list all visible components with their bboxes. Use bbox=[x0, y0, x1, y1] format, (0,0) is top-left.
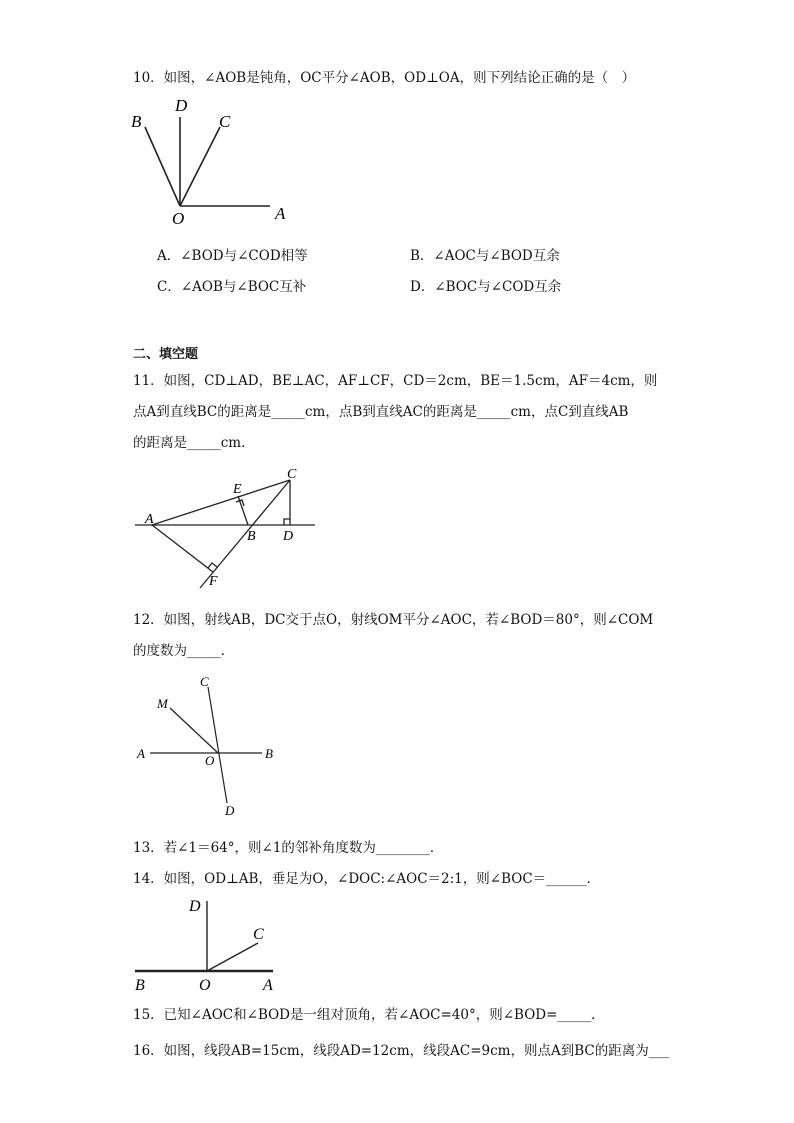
question-10-stem: 10．如图，∠AOB是钝角，OC平分∠AOB，OD⊥OA，则下列结论正确的是（ ） bbox=[133, 70, 636, 86]
label-f: F bbox=[209, 574, 218, 589]
label-c: C bbox=[253, 926, 264, 943]
ray-ob bbox=[145, 127, 180, 206]
label-b: B bbox=[265, 746, 273, 761]
q10-option-d[interactable]: D．∠BOC与∠COD互余 bbox=[410, 279, 562, 295]
label-d: D bbox=[283, 529, 294, 544]
question-16: 16．如图，线段AB=15cm，线段AD=12cm，线段AC=9cm，则点A到BC的距离为___ bbox=[133, 1043, 669, 1059]
q14-figure bbox=[125, 893, 285, 993]
segment-ac bbox=[152, 480, 290, 525]
question-14: 14．如图，OD⊥AB，垂足为O，∠DOC:∠AOC＝2:1，则∠BOC＝______． bbox=[133, 871, 601, 887]
q10-figure bbox=[125, 95, 300, 230]
segment-af bbox=[152, 525, 213, 572]
label-a: A bbox=[137, 746, 145, 761]
label-b: B bbox=[247, 529, 256, 544]
label-o: O bbox=[199, 977, 211, 994]
label-d: D bbox=[189, 898, 201, 915]
label-d: D bbox=[175, 96, 188, 115]
label-o: O bbox=[205, 753, 215, 768]
section-title: 二、填空题 bbox=[133, 347, 199, 362]
question-12-line2: 的度数为_____． bbox=[133, 643, 235, 659]
right-angle-f bbox=[208, 563, 217, 568]
label-e: E bbox=[233, 482, 242, 497]
label-c: C bbox=[287, 467, 297, 482]
line-cd bbox=[208, 687, 227, 803]
label-b: B bbox=[135, 977, 145, 994]
line-cf bbox=[200, 480, 290, 588]
q10-option-b[interactable]: B．∠AOC与∠BOD互余 bbox=[410, 248, 560, 264]
ray-om bbox=[170, 708, 218, 753]
ray-oc bbox=[180, 127, 220, 206]
label-a: A bbox=[263, 977, 273, 994]
q12-figure bbox=[125, 670, 285, 820]
label-o: O bbox=[172, 209, 185, 228]
label-c: C bbox=[200, 674, 209, 689]
label-m: M bbox=[157, 696, 168, 711]
question-15: 15．已知∠AOC和∠BOD是一组对顶角，若∠AOC=40°，则∠BOD=_____． bbox=[133, 1007, 605, 1023]
label-b: B bbox=[131, 112, 142, 131]
q11-figure bbox=[125, 460, 325, 590]
label-a: A bbox=[275, 204, 286, 223]
q10-option-a[interactable]: A．∠BOD与∠COD相等 bbox=[157, 248, 308, 264]
question-13: 13．若∠1＝64°，则∠1的邻补角度数为________． bbox=[133, 840, 444, 856]
label-c: C bbox=[219, 112, 231, 131]
question-12-line1: 12．如图，射线AB，DC交于点O，射线OM平分∠AOC，若∠BOD＝80°，则∠COM bbox=[133, 612, 654, 628]
question-11-line1: 11．如图，CD⊥AD，BE⊥AC，AF⊥CF，CD＝2cm，BE＝1.5cm，AF＝4cm，则 bbox=[133, 373, 658, 389]
label-d: D bbox=[225, 803, 235, 818]
ray-oc bbox=[207, 943, 258, 971]
right-angle-d bbox=[284, 519, 290, 525]
question-11-line2: 点A到直线BC的距离是_____cm，点B到直线AC的距离是_____cm，点C到直线AB bbox=[133, 404, 629, 420]
q10-option-c[interactable]: C．∠AOB与∠BOC互补 bbox=[157, 279, 307, 295]
label-a: A bbox=[145, 512, 154, 527]
question-11-line3: 的距离是_____cm． bbox=[133, 435, 255, 451]
